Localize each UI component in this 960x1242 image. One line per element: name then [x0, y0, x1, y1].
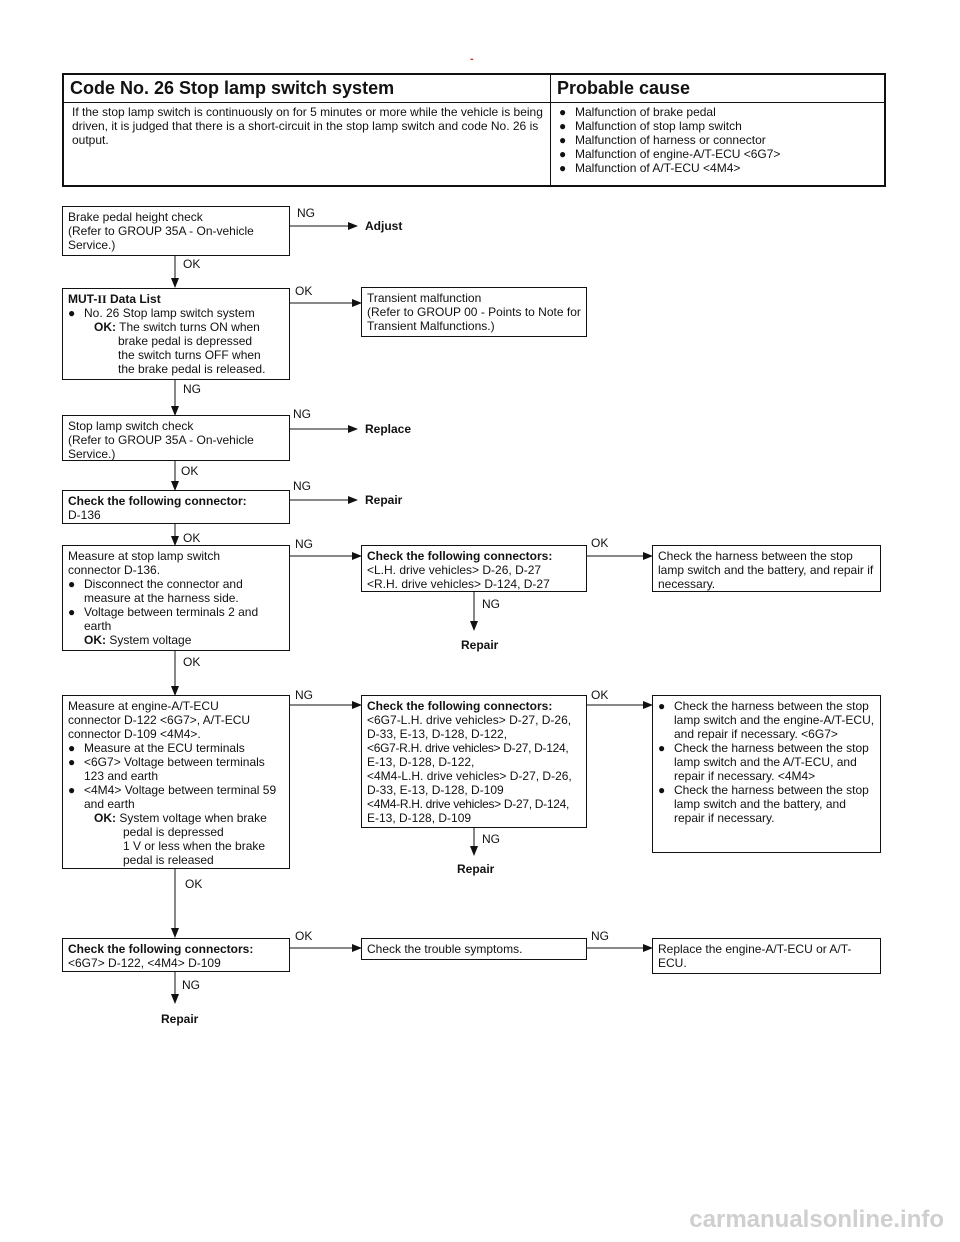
result-transient-malfunction: Transient malfunction (Refer to GROUP 00 - Points to Note for Transient Malfunctions.) [361, 287, 587, 337]
probable-cause-title: Probable cause [551, 74, 886, 103]
label-ng: NG [295, 688, 313, 702]
label-ng: NG [182, 978, 200, 992]
action-adjust: Adjust [365, 219, 403, 233]
step-check-trouble-symptoms: Check the trouble symptoms. [361, 938, 587, 960]
label-ok: OK [183, 257, 201, 271]
result-replace-ecu: Replace the engine-A/T-ECU or A/T-ECU. [652, 938, 881, 974]
action-repair: Repair [461, 638, 499, 652]
label-ng: NG [591, 929, 609, 943]
action-repair: Repair [457, 862, 495, 876]
step-mut-data-list: MUT-II Data List ● No. 26 Stop lamp switch system OK: The switch turns ON when brake pedal is depressed the switch turns OFF when the brake pedal is released. [62, 288, 290, 380]
step-check-connector-d136: Check the following connector: D-136 [62, 490, 290, 524]
label-ok: OK [181, 464, 199, 478]
label-ok: OK [591, 688, 609, 702]
code-description: If the stop lamp switch is continuously on for 5 minutes or more while the vehicle is being driven, it is judged that there is a short-circuit in the stop lamp switch and code No. 26 is output. [63, 103, 551, 187]
step-check-connectors-d122-d109: Check the following connectors: <6G7> D-122, <4M4> D-109 [62, 938, 290, 972]
watermark: carmanualsonline.info [689, 1206, 944, 1233]
label-ok: OK [185, 877, 203, 891]
label-ok: OK [591, 536, 609, 550]
action-replace: Replace [365, 422, 412, 436]
step-check-connectors-d26-d27: Check the following connectors: <L.H. drive vehicles> D-26, D-27 <R.H. drive vehicles> D-124, D-27 [361, 545, 587, 592]
cause-item: ● Malfunction of engine-A/T-ECU <6G7> [559, 147, 781, 161]
cause-item: ● Malfunction of A/T-ECU <4M4> [559, 161, 741, 175]
code-title: Code No. 26 Stop lamp switch system [63, 74, 551, 103]
result-check-harness-battery: Check the harness between the stop lamp switch and the battery, and repair if necessary. [652, 545, 881, 592]
cause-item: ● Malfunction of stop lamp switch [559, 119, 742, 133]
label-ng: NG [482, 597, 500, 611]
step-measure-stop-lamp-switch-connector: Measure at stop lamp switch connector D-136. ● Disconnect the connector and measure at the harness side. ● Voltage between terminals 2 and earth OK: System voltage [62, 545, 290, 651]
label-ng: NG [293, 479, 311, 493]
cause-item: ● Malfunction of brake pedal [559, 105, 716, 119]
action-repair: Repair [161, 1012, 199, 1026]
step-check-ecu-connectors: Check the following connectors: <6G7-L.H. drive vehicles> D-27, D-26, D-33, E-13, D-128, D-122, <6G7-R.H. drive vehicles> D-27, D-124, E-13, D-128, D-122, <4M4-L.H. drive vehicles> D-27, D-26, D-33, E-13, D-128, D-109 <4M4-R.H. drive vehicles> D-27, D-124, E-13, D-128, D-109 [361, 695, 587, 828]
label-ok: OK [183, 531, 201, 545]
label-ng: NG [293, 407, 311, 421]
step-stop-lamp-switch-check: Stop lamp switch check (Refer to GROUP 35A - On-vehicle Service.) [62, 415, 290, 461]
label-ok: OK [183, 655, 201, 669]
label-ng: NG [183, 382, 201, 396]
step-brake-pedal-height-check: Brake pedal height check (Refer to GROUP 35A - On-vehicle Service.) [62, 206, 290, 256]
label-ok: OK [295, 929, 313, 943]
label-ng: NG [297, 206, 315, 220]
step-measure-engine-at-ecu-connector: Measure at engine-A/T-ECU connector D-122 <6G7>, A/T-ECU connector D-109 <4M4>. ● Measure at the ECU terminals ● <6G7> Voltage between terminals 123 and earth ● <4M4> Voltage between terminal 59 and earth OK: System voltage when brake pedal is depressed 1 V or less when the brake pedal is released [62, 695, 290, 869]
action-repair: Repair [365, 493, 403, 507]
label-ng: NG [295, 537, 313, 551]
label-ng: NG [482, 832, 500, 846]
result-check-harness-ecu: ● Check the harness between the stop lamp switch and the engine-A/T-ECU, and repair if necessary. <6G7> ● Check the harness between the stop lamp switch and the A/T-ECU, and repair if necessary. <4M4> ● Check the harness between the stop lamp switch and the battery, and repair if necessary. [652, 695, 881, 853]
label-ok: OK [295, 284, 313, 298]
top-mark: - [470, 53, 474, 65]
cause-item: ● Malfunction of harness or connector [559, 133, 766, 147]
